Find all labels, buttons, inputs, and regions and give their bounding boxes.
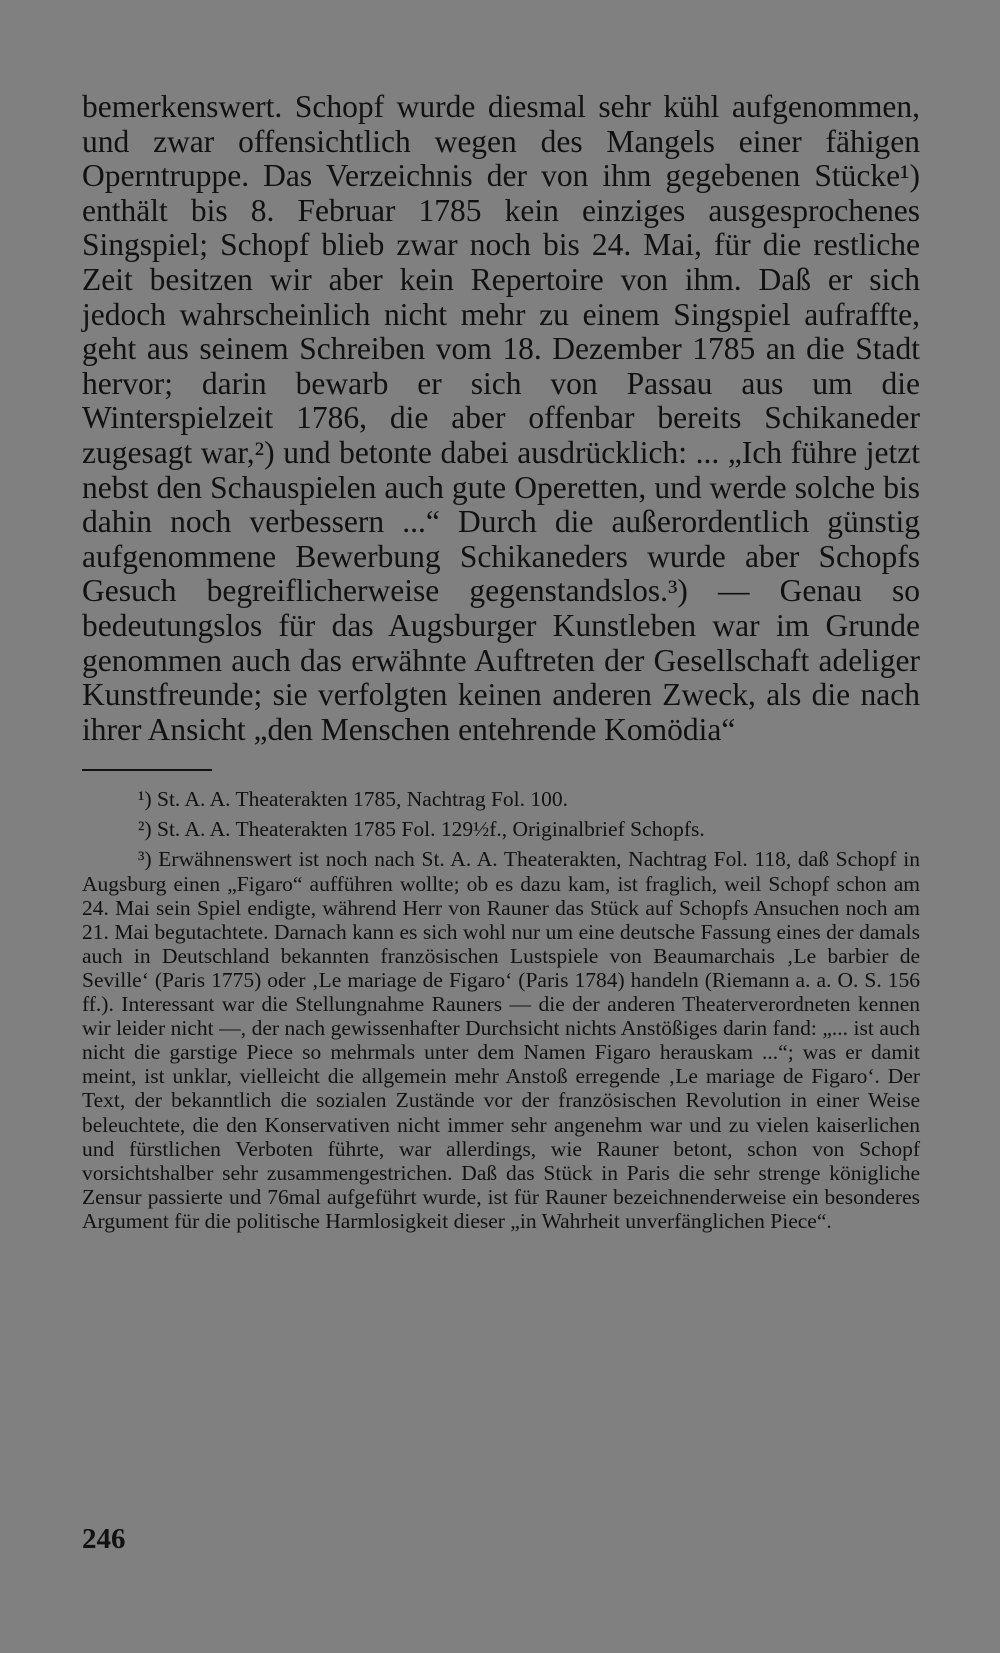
footnote-1: ¹) St. A. A. Theaterakten 1785, Nachtrag Fol. 100. — [138, 787, 568, 812]
footnote-2: ²) St. A. A. Theaterakten 1785 Fol. 129½f., Originalbrief Schopfs. — [138, 817, 705, 842]
footnote-separator — [82, 769, 212, 771]
page-number: 246 — [82, 1523, 126, 1555]
footnote-3: ³) Erwähnenswert ist noch nach St. A. A. Theaterakten, Nachtrag Fol. 118, daß Schopf in Augsburg einen „Figaro“ aufführen wollte; ob es dazu kam, ist fraglich, weil Schopf schon am 24. Mai sein Spiel endigte, während Herr von Rauner das Stück auf Schopfs Ansuchen noch am 21. Mai begutachtete. Darnach kann es sich wohl nur um eine deutsche Fassung eines der damals auch in Deutschland bekannten französischen Lustspiele von Beaumarchais ‚Le barbier de Seville‘ (Paris 1775) oder ‚Le mariage de Figaro‘ (Paris 1784) handeln (Riemann a. a. O. S. 156 ff.). Interessant war die Stellungnahme Rauners — die der anderen Theaterverordneten kennen wir leider nicht —, der nach gewissenhafter Durchsicht nichts Anstößiges darin fand: „... ist auch nicht die garstige Piece so mehrmals unter dem Namen Figaro herauskam ...“; was er damit meint, ist unklar, vielleicht die allgemein mehr Anstoß erregende ‚Le mariage de Figaro‘. Der Text, der bekanntlich die sozialen Zustände vor der französischen Revolution in einer Weise beleuchtete, die den Konservativen nicht immer sehr angenehm war und zu vielen kaiserlichen und fürstlichen Verboten führte, war allerdings, wie Rauner betont, schon von Schopf vorsichtshalber sehr zusammengestrichen. Daß das Stück in Paris die sehr strenge königliche Zensur passierte und 76mal aufgeführt wurde, ist für Rauner bezeichnenderweise ein besonderes Argument für die politische Harmlosigkeit dieser „in Wahrheit unverfänglichen Piece“. — [82, 847, 920, 1233]
body-paragraph: bemerkenswert. Schopf wurde diesmal sehr kühl aufgenommen, und zwar offensichtlich wegen des Mangels einer fähigen Operntruppe. Das Verzeichnis der von ihm gegebenen Stücke¹) enthält bis 8. Februar 1785 kein einziges ausgesprochenes Singspiel; Schopf blieb zwar noch bis 24. Mai, für die restliche Zeit besitzen wir aber kein Repertoire von ihm. Daß er sich jedoch wahrscheinlich nicht mehr zu einem Singspiel aufraffte, geht aus seinem Schreiben vom 18. Dezember 1785 an die Stadt hervor; darin bewarb er sich von Passau aus um die Winterspielzeit 1786, die aber offenbar bereits Schikaneder zugesagt war,²) und betonte dabei ausdrücklich: ... „Ich führe jetzt nebst den Schauspielen auch gute Operetten, und werde solche bis dahin noch verbessern ...“ Durch die außerordentlich günstig aufgenommene Bewerbung Schikaneders wurde aber Schopfs Gesuch begreiflicherweise gegenstandslos.³) — Genau so bedeutungslos für das Augsburger Kunstleben war im Grunde genommen auch das erwähnte Auftreten der Gesellschaft adeliger Kunstfreunde; sie verfolgten keinen anderen Zweck, als die nach ihrer Ansicht „den Menschen entehrende Komödia“ — [82, 89, 920, 747]
footnotes — [82, 787, 920, 1233]
page-content — [82, 90, 920, 1233]
